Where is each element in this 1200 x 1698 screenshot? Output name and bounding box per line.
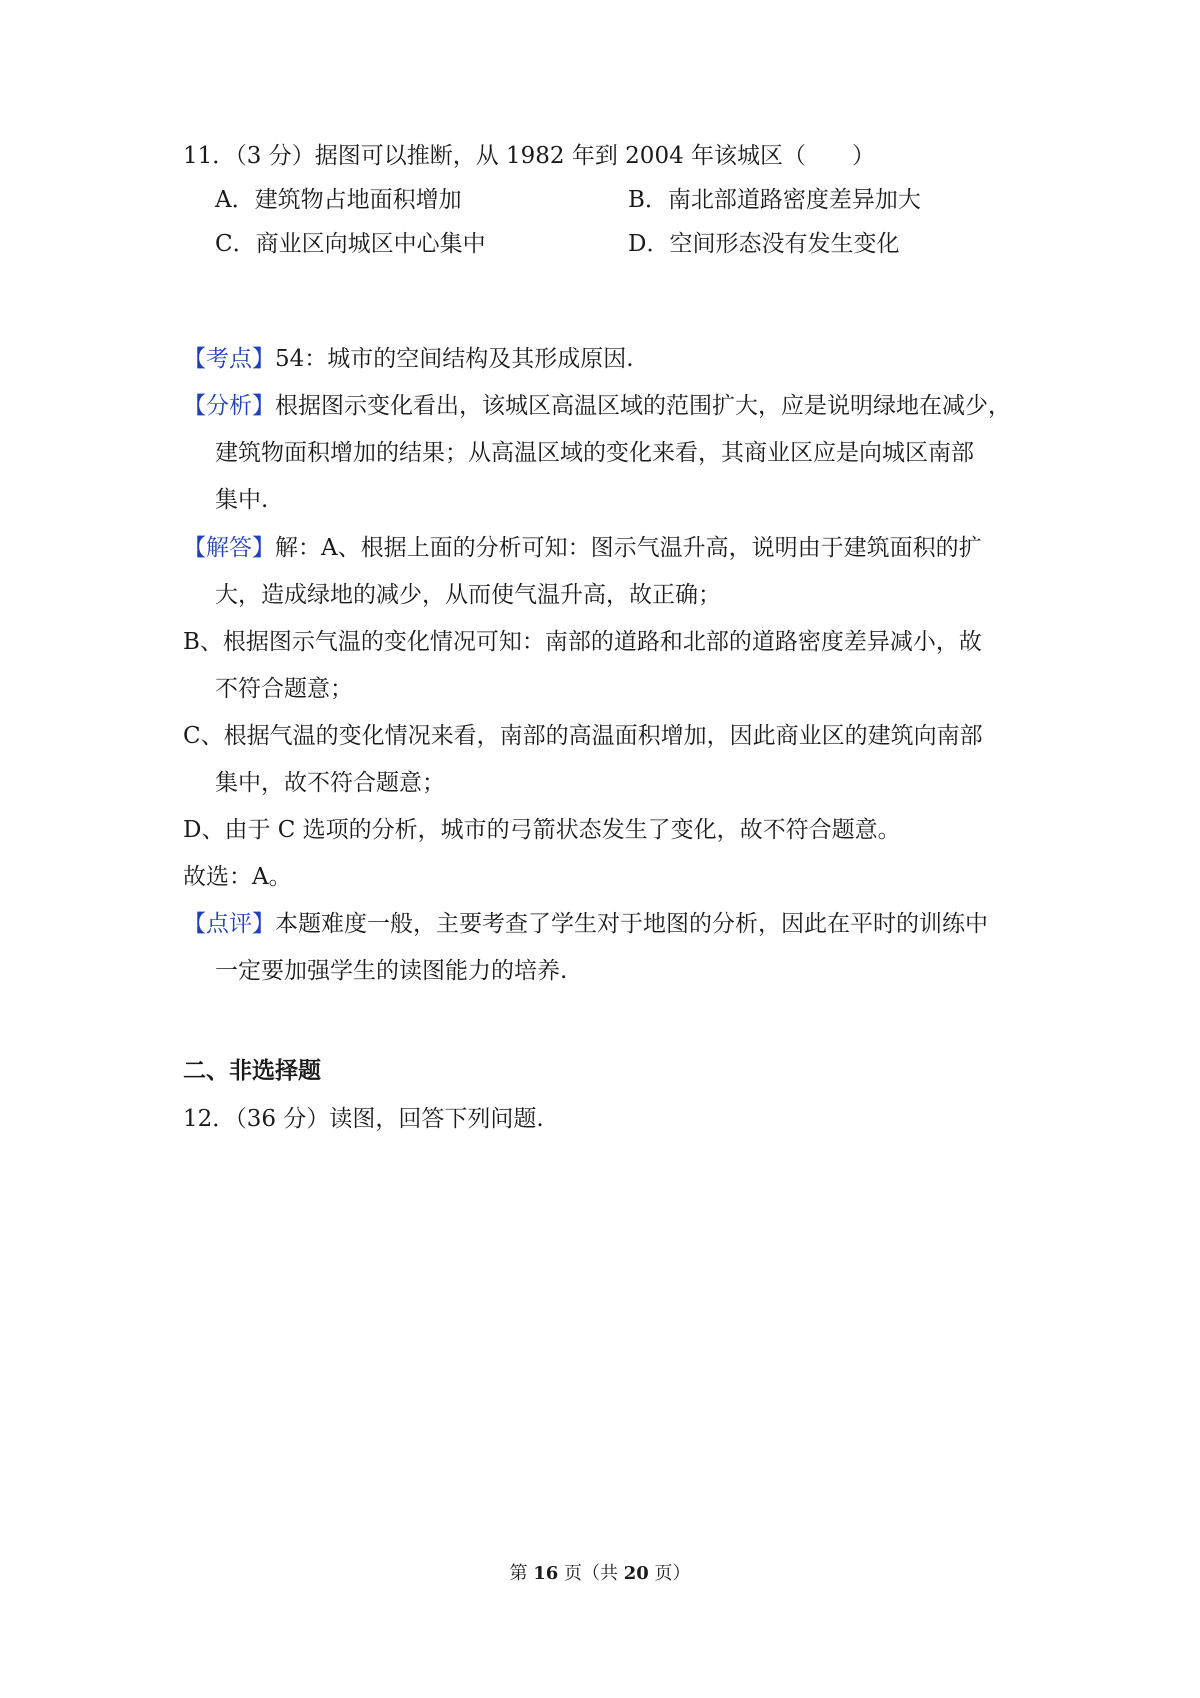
option-d-label: D． [628, 231, 670, 257]
dianping-text-1: 本题难度一般，主要考查了学生对于地图的分析，因此在平时的训练中 [275, 911, 988, 937]
option-c-label: C． [215, 231, 256, 257]
option-d-text: 空间形态没有发生变化 [669, 231, 900, 257]
option-b-label: B． [628, 187, 668, 213]
jieda-c-line-2: 集中，故不符合题意； [215, 770, 445, 796]
option-a-label: A． [215, 187, 255, 213]
footer-prefix: 第 [509, 1563, 534, 1584]
page-footer [0, 1562, 1200, 1586]
option-b [628, 184, 921, 216]
option-a [215, 184, 462, 216]
fenxi-text-1: 根据图示变化看出，该城区高温区域的范围扩大，应是说明绿地在减少， [275, 393, 1011, 419]
fenxi-line-1 [183, 390, 1011, 422]
question-12-stem: 12．（36 分）读图，回答下列问题. [183, 1106, 544, 1132]
jieda-line-2: 大，造成绿地的减少，从而使气温升高，故正确； [215, 582, 721, 608]
option-d [628, 228, 899, 260]
answer-line: 故选：A。 [183, 864, 292, 890]
jieda-text-1: 解：A、根据上面的分析可知：图示气温升高，说明由于建筑面积的扩 [275, 535, 982, 561]
jieda-b-line-2: 不符合题意； [215, 676, 353, 702]
jieda-line-1 [183, 532, 982, 564]
option-a-text: 建筑物占地面积增加 [254, 187, 462, 213]
option-c-text: 商业区向城区中心集中 [255, 231, 486, 257]
option-c [215, 228, 486, 260]
dianping-tag: 【点评】 [183, 911, 275, 937]
footer-suffix: 页） [648, 1563, 691, 1584]
question-11-stem: 11．（3 分）据图可以推断，从 1982 年到 2004 年该城区（ ） [183, 143, 876, 169]
jieda-tag: 【解答】 [183, 535, 275, 561]
footer-middle: 页（共 [558, 1563, 624, 1584]
footer-page-number: 16 [533, 1563, 559, 1584]
footer-total-pages: 20 [623, 1563, 649, 1584]
jieda-d-line: D、由于 C 选项的分析，城市的弓箭状态发生了变化，故不符合题意。 [183, 817, 901, 843]
dianping-line-1 [183, 908, 988, 940]
option-b-text: 南北部道路密度差异加大 [667, 187, 921, 213]
jieda-c-line-1: C、根据气温的变化情况来看，南部的高温面积增加，因此商业区的建筑向南部 [183, 723, 983, 749]
jieda-b-line-1: B、根据图示气温的变化情况可知：南部的道路和北部的道路密度差异减小，故 [183, 629, 982, 655]
dianping-line-2: 一定要加强学生的读图能力的培养. [215, 958, 568, 984]
fenxi-line-2: 建筑物面积增加的结果；从高温区域的变化来看，其商业区应是向城区南部 [215, 440, 974, 466]
fenxi-line-3: 集中. [215, 487, 269, 513]
kaodian-text: 54：城市的空间结构及其形成原因. [275, 346, 634, 372]
kaodian-line [183, 343, 634, 375]
fenxi-tag: 【分析】 [183, 393, 275, 419]
kaodian-tag: 【考点】 [183, 346, 275, 372]
section-heading: 二、非选择题 [183, 1057, 321, 1084]
